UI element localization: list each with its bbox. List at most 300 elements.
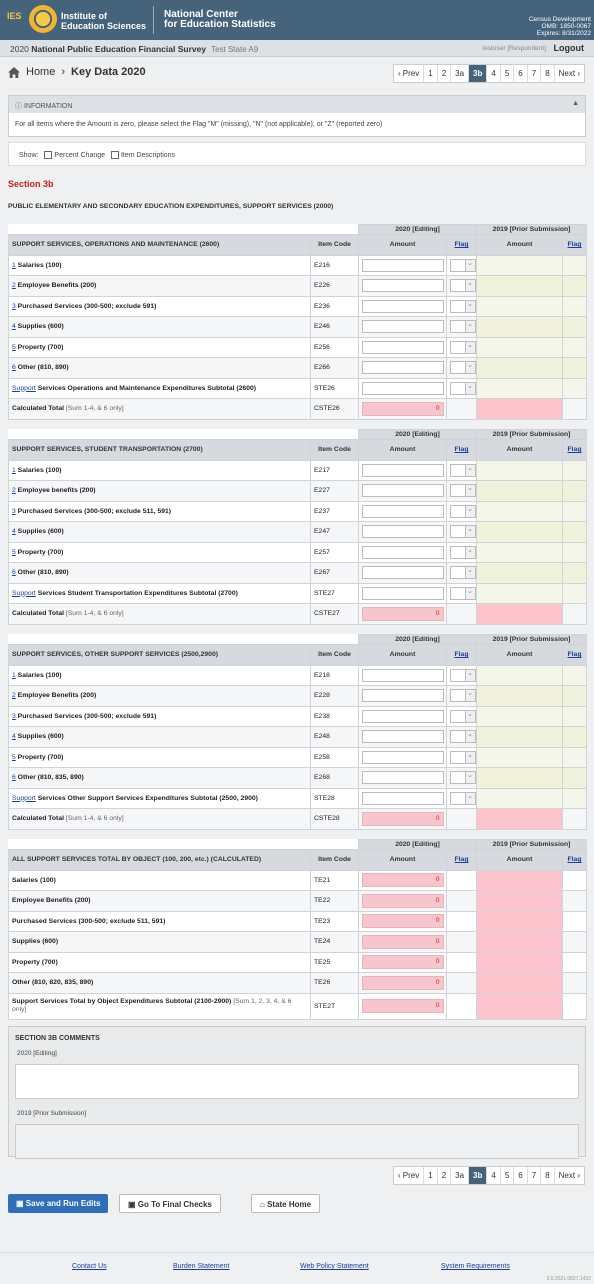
flag-header[interactable] [447,235,477,256]
amount-input[interactable] [362,689,444,702]
prior-amount-header: Amount [477,645,563,666]
blank-cell [9,225,359,235]
prior-totals-amount [477,891,563,912]
prior-flag [563,973,587,994]
amount-input[interactable] [362,710,444,723]
prior-year-header: 2019 [Prior Submission] [477,225,587,235]
row-label-text: Services Other Support Services Expenditures Subtotal (2500, 2900) [35,794,258,802]
pager-page[interactable]: 3a [450,1167,468,1184]
row-label-text: Supplies (600) [15,528,64,536]
item-code: CSTE28 [311,809,359,830]
final-checks-label: Go To Final Checks [137,1200,212,1209]
totals-row [9,911,587,932]
ies-name-line1: Institute of [61,11,107,21]
current-year-header: 2020 [Editing] [359,635,477,645]
nces-name[interactable] [164,10,276,30]
percent-change-label: Percent Change [54,151,106,159]
item-code: STE27 [311,583,359,604]
totals-amount-cell [359,911,447,932]
prior-amount [477,686,563,707]
prior-flag-header-link[interactable]: Flag [567,651,582,659]
flag-select[interactable] [450,566,476,579]
amount-input[interactable] [362,361,444,374]
nces-line1: National Center [164,9,238,20]
pager-page[interactable]: 3a [450,65,468,82]
totals-table [8,839,587,1020]
prior-amount [477,768,563,789]
row-number-link[interactable]: 1 [12,671,16,679]
current-year-header: 2020 [Editing] [359,840,477,850]
flag-header-link[interactable]: Flag [454,446,469,454]
table-row [9,481,587,502]
flag-header[interactable] [447,645,477,666]
flag-header[interactable] [447,850,477,871]
item-code: E236 [311,296,359,317]
prior-amount [477,481,563,502]
amount-input[interactable] [362,525,444,538]
row-number-link[interactable]: 4 [12,323,16,331]
calc-amount-cell [359,809,447,830]
item-code-header: Item Code [311,440,359,461]
contact-us-link[interactable]: Contact Us [72,1263,107,1270]
prior-flag-header[interactable] [563,440,587,461]
amount-input[interactable] [362,546,444,559]
row-label [9,337,311,358]
pager-page[interactable]: 1 [423,1167,436,1184]
amount-input[interactable] [362,792,444,805]
amount-cell [359,460,447,481]
calc-note: [Sum 1-4, & 6 only] [64,405,124,413]
amount-cell [359,481,447,502]
totals-amount-value: 0 [362,894,444,908]
prior-totals-amount [477,911,563,932]
prior-flag-header[interactable] [563,645,587,666]
pager-next[interactable]: Next › [554,1167,584,1184]
flag-select[interactable] [450,382,476,395]
row-number-link[interactable]: 5 [12,753,16,761]
row-number-link[interactable]: 3 [12,507,16,515]
item-code: E268 [311,768,359,789]
totals-label-text: Support Services Total by Object Expenditures Subtotal (2100-2900) [12,998,232,1005]
system-requirements-link[interactable]: System Requirements [441,1263,510,1270]
totals-label [9,891,311,912]
pager-prev[interactable]: ‹ Prev [397,1171,420,1180]
row-label [9,583,311,604]
survey-title [10,44,258,54]
flag-select[interactable] [450,320,476,333]
comments-prior-label: 2019 [Prior Submission] [17,1110,87,1117]
item-code: E237 [311,501,359,522]
percent-change-checkbox[interactable] [44,151,52,159]
flag-cell [447,727,477,748]
prior-totals-amount [477,932,563,953]
table-title: ALL SUPPORT SERVICES TOTAL BY OBJECT (100, 200, etc.) (CALCULATED) [9,850,311,871]
table-title: SUPPORT SERVICES, OPERATIONS AND MAINTENANCE (2600) [9,235,311,256]
row-number-link[interactable]: Support [12,589,36,597]
item-code: TE26 [311,973,359,994]
info-icon: ⓘ [15,103,24,110]
flag-select[interactable] [450,546,476,559]
flag-cell [447,583,477,604]
omb-info [529,16,591,37]
prior-flag [563,768,587,789]
row-number-link[interactable]: 3 [12,712,16,720]
home-icon[interactable] [8,67,20,78]
row-number-link[interactable]: 1 [12,466,16,474]
row-label [9,788,311,809]
amount-input[interactable] [362,771,444,784]
item-code: CSTE26 [311,399,359,420]
flag-select[interactable] [450,525,476,538]
row-number-link[interactable]: 6 [12,569,16,577]
amount-cell [359,788,447,809]
totals-label [9,911,311,932]
info-header[interactable] [9,96,585,113]
row-label-text: Purchased Services (300-500; exclude 511, 591) [15,507,172,515]
prior-flag [563,501,587,522]
prior-amount [477,727,563,748]
totals-label-text: Other (810, 820, 835, 890) [12,979,94,987]
pager-page[interactable]: 2 [437,65,450,82]
amount-cell [359,563,447,584]
flag-select[interactable] [450,341,476,354]
comments-prior-textarea [15,1124,579,1159]
row-label-text: Employee Benefits (200) [15,282,97,290]
totals-label-text: Employee Benefits (200) [12,897,91,905]
pager-page[interactable]: 7 [527,65,540,82]
totals-row [9,952,587,973]
flag-cell [447,870,477,891]
prior-flag-header-link[interactable]: Flag [567,241,582,249]
pager-page[interactable]: 5 [500,65,513,82]
row-number-link[interactable]: 3 [12,302,16,310]
prior-totals-amount [477,973,563,994]
flag-cell [447,809,477,830]
flag-select[interactable] [450,792,476,805]
prior-flag [563,337,587,358]
prior-flag-header-link[interactable]: Flag [567,856,582,864]
totals-row [9,891,587,912]
item-code: TE23 [311,911,359,932]
pager-page[interactable]: 8 [540,65,553,82]
item-code-header: Item Code [311,235,359,256]
flag-cell [447,296,477,317]
breadcrumb [8,66,146,78]
prior-flag [563,604,587,625]
row-number-link[interactable]: 4 [12,528,16,536]
item-code: E267 [311,563,359,584]
flag-cell [447,317,477,338]
prior-flag [563,276,587,297]
save-button-label: Save and Run Edits [25,1199,101,1208]
amount-cell [359,276,447,297]
flag-cell [447,542,477,563]
comments-current-textarea[interactable] [15,1064,579,1099]
prior-flag-header[interactable] [563,235,587,256]
pager-page[interactable]: 5 [500,1167,513,1184]
pager-page[interactable]: 2 [437,1167,450,1184]
flag-cell [447,399,477,420]
calc-amount-value: 0 [362,402,444,416]
totals-amount-value: 0 [362,873,444,887]
prior-calc-amount [477,809,563,830]
row-label [9,522,311,543]
amount-cell [359,296,447,317]
row-label-text: Services Student Transportation Expenditures Subtotal (2700) [35,589,238,597]
item-descriptions-checkbox[interactable] [111,151,119,159]
calc-label [9,604,311,625]
survey-name: National Public Education Financial Survey [31,44,207,54]
table-row [9,276,587,297]
totals-label [9,952,311,973]
flag-cell [447,501,477,522]
breadcrumb-home[interactable]: Home [26,66,56,78]
amount-input[interactable] [362,484,444,497]
table-row [9,665,587,686]
table-row [9,358,587,379]
pager-page[interactable]: 6 [513,1167,526,1184]
pager-page[interactable]: 1 [423,65,436,82]
totals-label [9,993,311,1019]
amount-cell [359,686,447,707]
prior-flag [563,460,587,481]
item-code: E247 [311,522,359,543]
pager-top [393,64,585,83]
table-row [9,501,587,522]
version-label: 3.0.2021.0827.1432 [546,1276,591,1282]
expenditure-table [8,429,587,625]
amount-input[interactable] [362,320,444,333]
calc-amount-cell [359,604,447,625]
row-label [9,255,311,276]
flag-header-link[interactable]: Flag [454,856,469,864]
table-row [9,768,587,789]
item-descriptions-label: Item Descriptions [120,151,176,159]
amount-input[interactable] [362,505,444,518]
item-code-header: Item Code [311,645,359,666]
table-row [9,296,587,317]
item-code: TE21 [311,870,359,891]
pager-page-active[interactable]: 3b [468,65,486,82]
comments-current-label: 2020 [Editing] [17,1050,57,1057]
row-label-text: Supplies (600) [15,733,64,741]
flag-cell [447,932,477,953]
row-number-link[interactable]: 1 [12,261,16,269]
table-row [9,378,587,399]
row-label [9,768,311,789]
row-label-text: Salaries (100) [15,671,62,679]
web-policy-link[interactable]: Web Policy Statement [300,1263,369,1270]
flag-cell [447,706,477,727]
row-number-link[interactable]: Support [12,384,36,392]
row-number-link[interactable]: 2 [12,692,16,700]
blank-cell [9,430,359,440]
ies-logo-text: IES [7,11,22,21]
prior-flag-header-link[interactable]: Flag [567,446,582,454]
header-divider [153,6,154,34]
calc-label [9,399,311,420]
amount-input[interactable] [362,464,444,477]
prior-flag [563,911,587,932]
flag-cell [447,358,477,379]
show-options [8,142,586,166]
item-code: E257 [311,542,359,563]
pager-next[interactable]: Next › [554,65,584,82]
row-label [9,542,311,563]
flag-select[interactable] [450,730,476,743]
flag-select[interactable] [450,464,476,477]
row-label-text: Purchased Services (300-500; exclude 591) [15,712,157,720]
flag-select[interactable] [450,669,476,682]
pager-page[interactable]: 6 [513,65,526,82]
flag-cell [447,911,477,932]
flag-header[interactable] [447,440,477,461]
prior-amount-header: Amount [477,235,563,256]
flag-select[interactable] [450,771,476,784]
amount-cell [359,358,447,379]
item-code-header: Item Code [311,850,359,871]
row-label-text: Salaries (100) [15,261,62,269]
row-number-link[interactable]: 4 [12,733,16,741]
flag-select[interactable] [450,484,476,497]
flag-header-link[interactable]: Flag [454,241,469,249]
row-label-text: Property (700) [15,548,64,556]
flag-select[interactable] [450,505,476,518]
amount-input[interactable] [362,279,444,292]
item-code: E216 [311,255,359,276]
row-number-link[interactable]: 5 [12,343,16,351]
info-text: For all items where the Amount is zero, please select the Flag "M" (missing), "N" (not applicable), or "Z" (reported zero) [15,121,383,128]
item-code: E238 [311,706,359,727]
row-number-link[interactable]: 6 [12,364,16,372]
row-label-text: Salaries (100) [15,466,62,474]
site-header [0,0,594,40]
collapse-icon[interactable]: ▲ [572,100,579,107]
row-number-link[interactable]: Support [12,794,36,802]
item-code: TE24 [311,932,359,953]
info-panel [8,95,586,137]
item-code: E258 [311,747,359,768]
totals-amount-value: 0 [362,976,444,990]
row-number-link[interactable]: 2 [12,487,16,495]
flag-select[interactable] [450,300,476,313]
flag-cell [447,604,477,625]
state-home-button[interactable] [251,1194,320,1213]
calculated-total-row [9,604,587,625]
prior-amount [477,665,563,686]
amount-header: Amount [359,235,447,256]
row-label-text: Purchased Services (300-500; exclude 591) [15,302,157,310]
pager-page[interactable]: 7 [527,1167,540,1184]
pager-prev[interactable]: ‹ Prev [397,69,420,78]
prior-amount-header: Amount [477,440,563,461]
calc-amount-value: 0 [362,607,444,621]
amount-cell [359,583,447,604]
prior-flag [563,993,587,1019]
ies-name-line2: Education Sciences [61,21,147,31]
omb-line3: Expires: 8/31/2022 [536,30,591,37]
calculated-total-row [9,809,587,830]
amount-input[interactable] [362,669,444,682]
prior-amount [477,337,563,358]
amount-input[interactable] [362,730,444,743]
totals-amount-value: 0 [362,935,444,949]
amount-cell [359,542,447,563]
prior-flag [563,583,587,604]
prior-flag [563,399,587,420]
prior-totals-amount [477,993,563,1019]
current-year-header: 2020 [Editing] [359,430,477,440]
row-label-text: Supplies (600) [15,323,64,331]
save-run-edits-button[interactable] [8,1194,108,1213]
row-label [9,501,311,522]
calc-note: [Sum 1-4, & 6 only] [64,815,124,823]
prior-flag [563,481,587,502]
flag-select[interactable] [450,689,476,702]
flag-select[interactable] [450,259,476,272]
amount-input[interactable] [362,751,444,764]
logout-link[interactable]: Logout [553,43,584,53]
flag-select[interactable] [450,587,476,600]
flag-cell [447,891,477,912]
row-label-text: Other (810, 835, 890) [15,774,84,782]
row-number-link[interactable]: 6 [12,774,16,782]
prior-flag [563,665,587,686]
amount-input[interactable] [362,382,444,395]
pager-page-active[interactable]: 3b [468,1167,486,1184]
prior-amount [477,255,563,276]
row-number-link[interactable]: 2 [12,282,16,290]
save-icon: ▣ [128,1200,138,1209]
pager-page[interactable]: 4 [486,1167,499,1184]
table-row [9,686,587,707]
totals-row [9,870,587,891]
prior-amount [477,296,563,317]
final-checks-button[interactable] [119,1194,221,1213]
amount-input[interactable] [362,587,444,600]
amount-cell [359,255,447,276]
row-label [9,686,311,707]
burden-statement-link[interactable]: Burden Statement [173,1263,230,1270]
table-row [9,727,587,748]
amount-input[interactable] [362,300,444,313]
pager-page[interactable]: 8 [540,1167,553,1184]
amount-cell [359,665,447,686]
totals-amount-cell [359,870,447,891]
prior-flag-header[interactable] [563,850,587,871]
flag-select[interactable] [450,279,476,292]
flag-select[interactable] [450,751,476,764]
prior-flag [563,317,587,338]
expenditure-table [8,224,587,420]
flag-select[interactable] [450,361,476,374]
totals-amount-cell [359,932,447,953]
pager-page[interactable]: 4 [486,65,499,82]
amount-input[interactable] [362,566,444,579]
flag-cell [447,481,477,502]
amount-input[interactable] [362,259,444,272]
prior-amount [477,358,563,379]
calc-label-text: Calculated Total [12,815,64,823]
flag-header-link[interactable]: Flag [454,651,469,659]
table-title: SUPPORT SERVICES, OTHER SUPPORT SERVICES (2500,2900) [9,645,311,666]
row-number-link[interactable]: 5 [12,548,16,556]
amount-input[interactable] [362,341,444,354]
calc-amount-cell [359,399,447,420]
amount-cell [359,317,447,338]
flag-select[interactable] [450,710,476,723]
item-code: E226 [311,276,359,297]
